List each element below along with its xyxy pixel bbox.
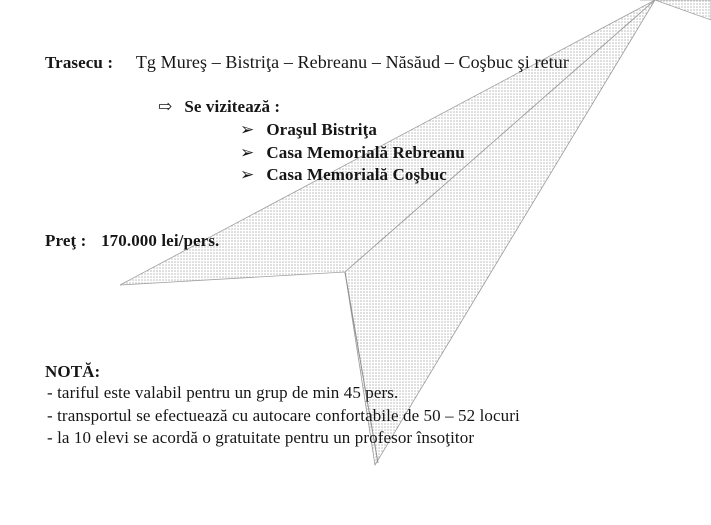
- arrowhead-bullet-icon: ➢: [240, 143, 255, 162]
- price-label: Preţ :: [45, 231, 87, 250]
- note-title: NOTĂ:: [45, 362, 101, 381]
- price-line: [45, 231, 219, 251]
- visit-item: [240, 143, 465, 163]
- arrowhead-bullet-icon: ➢: [240, 165, 255, 184]
- visit-item: [240, 120, 377, 140]
- route-label: Trasecu :: [45, 53, 114, 72]
- visit-item-label: Casa Memorială Rebreanu: [266, 143, 465, 162]
- visit-item: [240, 165, 447, 185]
- note-item: - tariful este valabil pentru un grup de min 45 pers.: [47, 383, 399, 402]
- right-arrow-icon: ⇨: [158, 97, 173, 116]
- visit-item-label: Oraşul Bistriţa: [266, 120, 377, 139]
- price-value: 170.000 lei/pers.: [101, 231, 220, 250]
- arrowhead-bullet-icon: ➢: [240, 120, 255, 139]
- visits-heading: [158, 97, 280, 117]
- visits-heading-text: Se vizitează :: [184, 97, 281, 116]
- visit-item-label: Casa Memorială Coşbuc: [266, 165, 447, 184]
- route-line: [45, 52, 569, 73]
- note-item: - transportul se efectuează cu autocare confortabile de 50 – 52 locuri: [47, 406, 520, 425]
- note-item: - la 10 elevi se acordă o gratuitate pentru un profesor însoţitor: [47, 428, 475, 447]
- route-value: Tg Mureş – Bistriţa – Rebreanu – Năsăud – Coşbuc şi retur: [135, 52, 569, 72]
